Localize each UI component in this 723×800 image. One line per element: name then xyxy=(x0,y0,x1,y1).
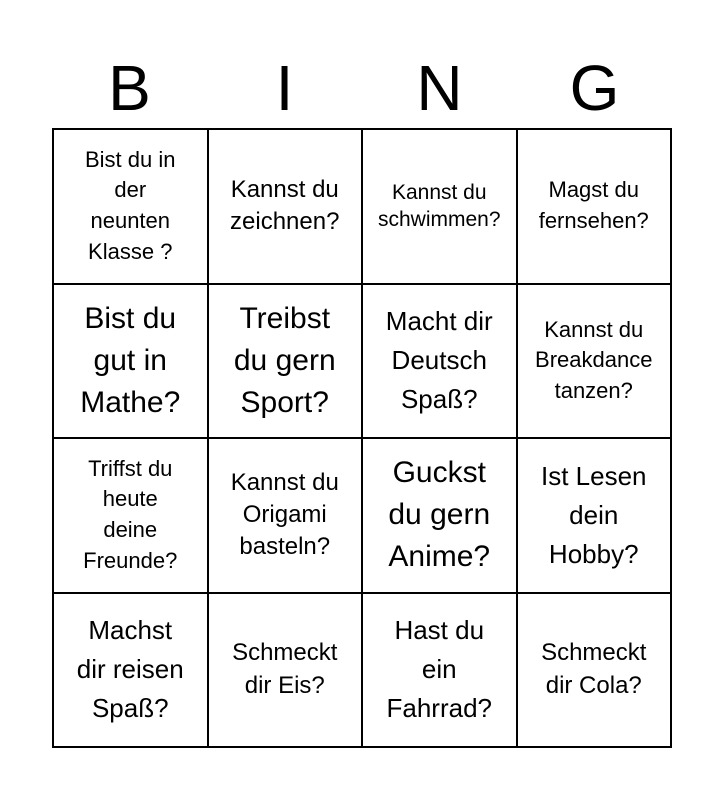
cell-line: Treibst xyxy=(239,301,331,335)
cell-line: fernsehen? xyxy=(538,208,649,234)
cell-line: Macht dir xyxy=(385,306,493,337)
cell-line: Sport? xyxy=(240,385,329,419)
cell-text xyxy=(230,174,339,239)
cell-line: Deutsch xyxy=(391,345,487,376)
cell-line: Triffst du xyxy=(88,455,173,481)
bingo-cell[interactable] xyxy=(517,438,672,593)
cell-line: Spaß? xyxy=(91,693,169,724)
cell-text xyxy=(535,315,652,407)
bingo-cell[interactable] xyxy=(362,438,517,593)
cell-text xyxy=(80,298,180,424)
bingo-cell[interactable] xyxy=(53,284,208,439)
cell-line: Magst du xyxy=(548,177,639,203)
cell-text xyxy=(387,611,493,728)
bingo-board xyxy=(52,128,672,748)
cell-line: neunten xyxy=(90,208,171,234)
bingo-cell[interactable] xyxy=(208,593,363,748)
cell-line: der xyxy=(114,177,147,203)
cell-text xyxy=(539,175,649,237)
bingo-cell[interactable] xyxy=(517,129,672,284)
cell-line: du gern xyxy=(233,343,336,377)
header-letter-n: N xyxy=(416,52,463,124)
bingo-cell[interactable] xyxy=(517,593,672,748)
cell-line: dein xyxy=(569,499,619,530)
cell-line: tanzen? xyxy=(554,378,633,404)
cell-line: Schmeckt xyxy=(541,639,647,667)
cell-line: Spaß? xyxy=(400,384,478,415)
cell-line: Kannst du xyxy=(230,175,339,203)
cell-line: du gern xyxy=(388,498,491,532)
bingo-cell[interactable] xyxy=(208,284,363,439)
header-letter-b: B xyxy=(108,52,151,124)
cell-line: Mathe? xyxy=(80,385,181,419)
cell-line: dir Cola? xyxy=(545,671,642,699)
cell-text xyxy=(378,179,501,234)
cell-line: Freunde? xyxy=(83,548,178,574)
cell-line: Kannst du xyxy=(391,180,487,204)
cell-line: Origami xyxy=(242,501,327,529)
cell-text xyxy=(388,452,490,578)
cell-line: dir Eis? xyxy=(244,671,325,699)
bingo-cell[interactable] xyxy=(362,129,517,284)
cell-text xyxy=(386,302,493,419)
cell-line: deine xyxy=(103,517,158,543)
cell-line: Guckst xyxy=(392,456,486,490)
cell-line: Ist Lesen xyxy=(540,460,647,491)
cell-line: Hobby? xyxy=(548,538,639,569)
bingo-cell[interactable] xyxy=(362,284,517,439)
cell-text xyxy=(85,145,176,268)
cell-line: basteln? xyxy=(239,533,331,561)
cell-line: Schmeckt xyxy=(232,639,338,667)
cell-text xyxy=(83,454,177,577)
cell-text xyxy=(541,457,647,574)
cell-line: Kannst du xyxy=(544,316,644,342)
cell-text xyxy=(234,298,336,424)
bingo-header xyxy=(52,52,672,124)
cell-line: dir reisen xyxy=(76,654,184,685)
cell-text xyxy=(231,467,339,564)
cell-line: Anime? xyxy=(388,540,491,574)
cell-text xyxy=(541,637,646,702)
cell-line: Bist du xyxy=(84,301,177,335)
cell-line: ein xyxy=(421,654,457,685)
cell-line: Klasse ? xyxy=(88,239,173,265)
cell-text xyxy=(77,611,184,728)
cell-text xyxy=(232,637,337,702)
cell-line: schwimmen? xyxy=(377,208,501,232)
cell-line: Hast du xyxy=(394,615,485,646)
cell-line: Machst xyxy=(88,615,173,646)
bingo-cell[interactable] xyxy=(517,284,672,439)
bingo-cell[interactable] xyxy=(53,438,208,593)
cell-line: zeichnen? xyxy=(230,208,340,236)
bingo-cell[interactable] xyxy=(362,593,517,748)
bingo-cell[interactable] xyxy=(208,129,363,284)
cell-line: Breakdance xyxy=(535,347,653,373)
cell-line: Bist du in xyxy=(85,146,176,172)
header-letter-g: G xyxy=(569,52,620,124)
cell-line: Fahrrad? xyxy=(386,693,492,724)
header-letter-i: I xyxy=(275,52,294,124)
cell-line: heute xyxy=(102,486,158,512)
cell-line: Kannst du xyxy=(230,468,339,496)
bingo-cell[interactable] xyxy=(53,593,208,748)
cell-line: gut in xyxy=(93,343,167,377)
bingo-cell[interactable] xyxy=(53,129,208,284)
bingo-cell[interactable] xyxy=(208,438,363,593)
